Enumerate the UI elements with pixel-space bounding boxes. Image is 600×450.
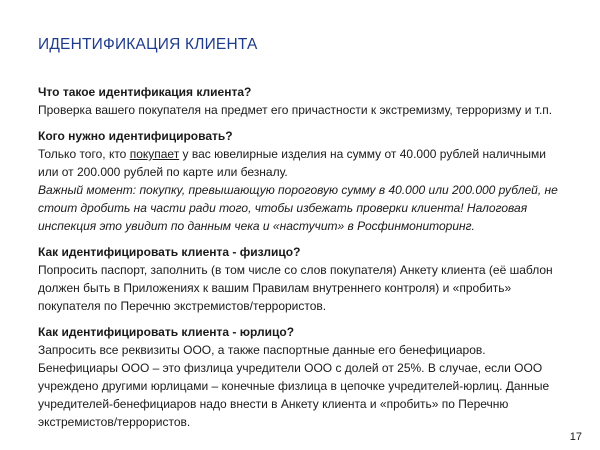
section-who-to-identify	[38, 127, 568, 235]
section-what-is-identification	[38, 83, 568, 119]
section-identify-legal-entity	[38, 323, 568, 431]
question-heading: Как идентифицировать клиента - юрлицо?	[38, 325, 295, 339]
answer-underlined-word: покупает	[129, 147, 180, 161]
answer-text: Попросить паспорт, заполнить (в том числе со слов покупателя) Анкету клиента (её шаблон должен быть в Приложениях к вашим Правилам внутреннего контроля) и «пробить» покупателя по Перечню экстремистов/террористов.	[38, 263, 553, 313]
answer-text: Запросить все реквизиты ООО, а также паспортные данные его бенефициаров. Бенефициары ООО – это физлица учредители ООО с долей от 25%. В случае, если ООО учреждено другими юрлицами – конечные физлица в цепочке учредителей-юрлиц. Данные учредителей-бенефициаров надо внести в Анкету клиента и «пробить» по Перечню экстремистов/террористов.	[38, 343, 550, 429]
slide-title: ИДЕНТИФИКАЦИЯ КЛИЕНТА	[38, 36, 258, 53]
slide-content	[38, 83, 568, 439]
section-identify-individual	[38, 243, 568, 315]
answer-text	[38, 145, 568, 181]
answer-suffix: у вас ювелирные изделия на сумму от 40.000 рублей наличными или от 200.000 рублей по карте или безналу.	[38, 147, 546, 179]
important-note: Важный момент: покупку, превышающую пороговую сумму в 40.000 или 200.000 рублей, не стоит дробить на части ради того, чтобы избежать проверки клиента! Налоговая инспекция это увидит по данным чека и «настучит» в Росфинмониторинг.	[38, 183, 558, 233]
answer-prefix: Только того, кто	[38, 147, 130, 161]
question-heading: Что такое идентификация клиента?	[38, 85, 252, 99]
answer-text: Проверка вашего покупателя на предмет его причастности к экстремизму, терроризму и т.п.	[38, 103, 553, 117]
question-heading: Кого нужно идентифицировать?	[38, 129, 233, 143]
page-number: 17	[569, 431, 582, 443]
question-heading: Как идентифицировать клиента - физлицо?	[38, 245, 301, 259]
